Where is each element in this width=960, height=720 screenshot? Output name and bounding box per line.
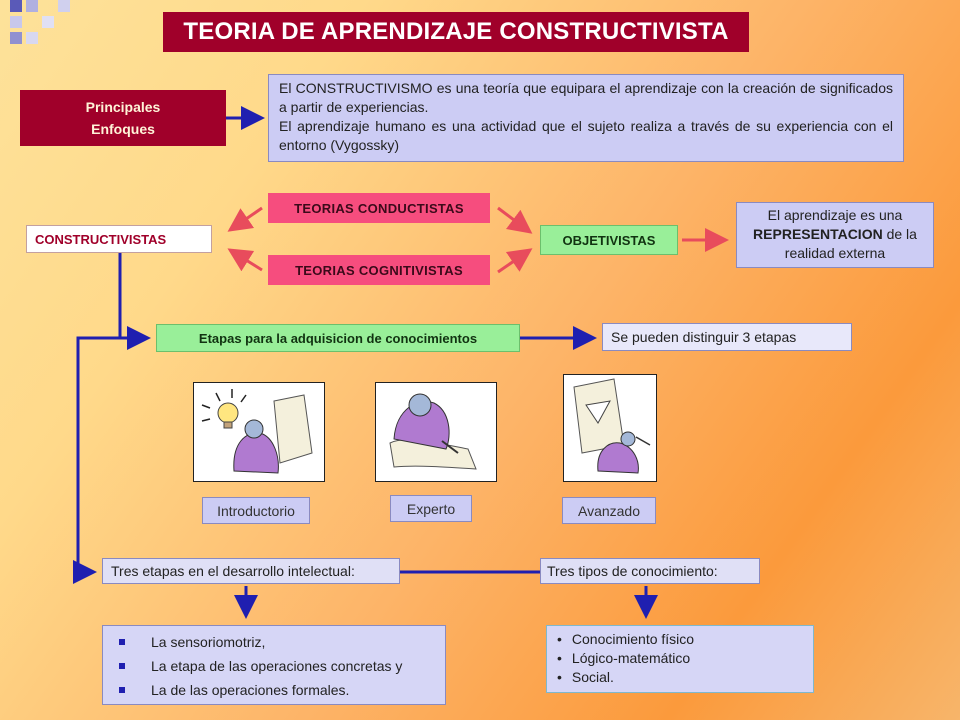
- list-item: • Conocimiento físico: [557, 631, 695, 647]
- teorias-conductistas-box: TEORIAS CONDUCTISTAS: [268, 193, 490, 223]
- objetivistas-box: OBJETIVISTAS: [540, 225, 678, 255]
- representacion-text-2: de la realidad externa: [784, 226, 917, 261]
- bullet-icon: •: [557, 669, 562, 685]
- arrow-to-desarrollo: [78, 338, 120, 572]
- stage-introductorio: Introductorio: [202, 497, 310, 524]
- bullet-icon: •: [557, 631, 562, 647]
- definition-para-2: El aprendizaje humano es una actividad que el sujeto realiza a través de su experiencia con el entorno (Vygossky): [279, 118, 893, 153]
- stage-experto: Experto: [390, 495, 472, 522]
- bullet-icon: •: [557, 650, 562, 666]
- arrow-to-etapas: [120, 253, 148, 338]
- representacion-keyword: REPRESENTACION: [753, 226, 883, 242]
- arrow-cognitivistas-right: [498, 250, 530, 272]
- etapas-box: Etapas para la adquisicion de conocimientos: [156, 324, 520, 352]
- tres-etapas-box: Se pueden distinguir 3 etapas: [602, 323, 852, 351]
- principales-label: Principales: [85, 99, 161, 115]
- list-item: La sensoriomotriz,: [115, 630, 445, 654]
- desarrollo-label-box: Tres etapas en el desarrollo intelectual:: [102, 558, 400, 584]
- list-item: • Social.: [557, 669, 614, 685]
- representacion-text-1: El aprendizaje es una: [767, 207, 903, 223]
- arrow-conductistas-right: [498, 208, 530, 232]
- stage-avanzado: Avanzado: [562, 497, 656, 524]
- arrow-conductistas-left: [230, 208, 262, 230]
- list-item: La etapa de las operaciones concretas y: [115, 654, 445, 678]
- page-title: TEORIA DE APRENDIZAJE CONSTRUCTIVISTA: [163, 12, 749, 52]
- arrow-cognitivistas-left: [230, 250, 262, 270]
- list-item: La de las operaciones formales.: [115, 678, 445, 702]
- list-item: • Lógico-matemático: [557, 650, 691, 666]
- constructivistas-box: CONSTRUCTIVISTAS: [26, 225, 212, 253]
- enfoques-label: Enfoques: [91, 121, 155, 137]
- teorias-cognitivistas-box: TEORIAS COGNITIVISTAS: [268, 255, 490, 285]
- conocimiento-label-box: Tres tipos de conocimiento:: [540, 558, 760, 584]
- definition-para-1: El CONSTRUCTIVISMO es una teoría que equipara el aprendizaje con la creación de significados a partir de experiencias.: [279, 80, 893, 115]
